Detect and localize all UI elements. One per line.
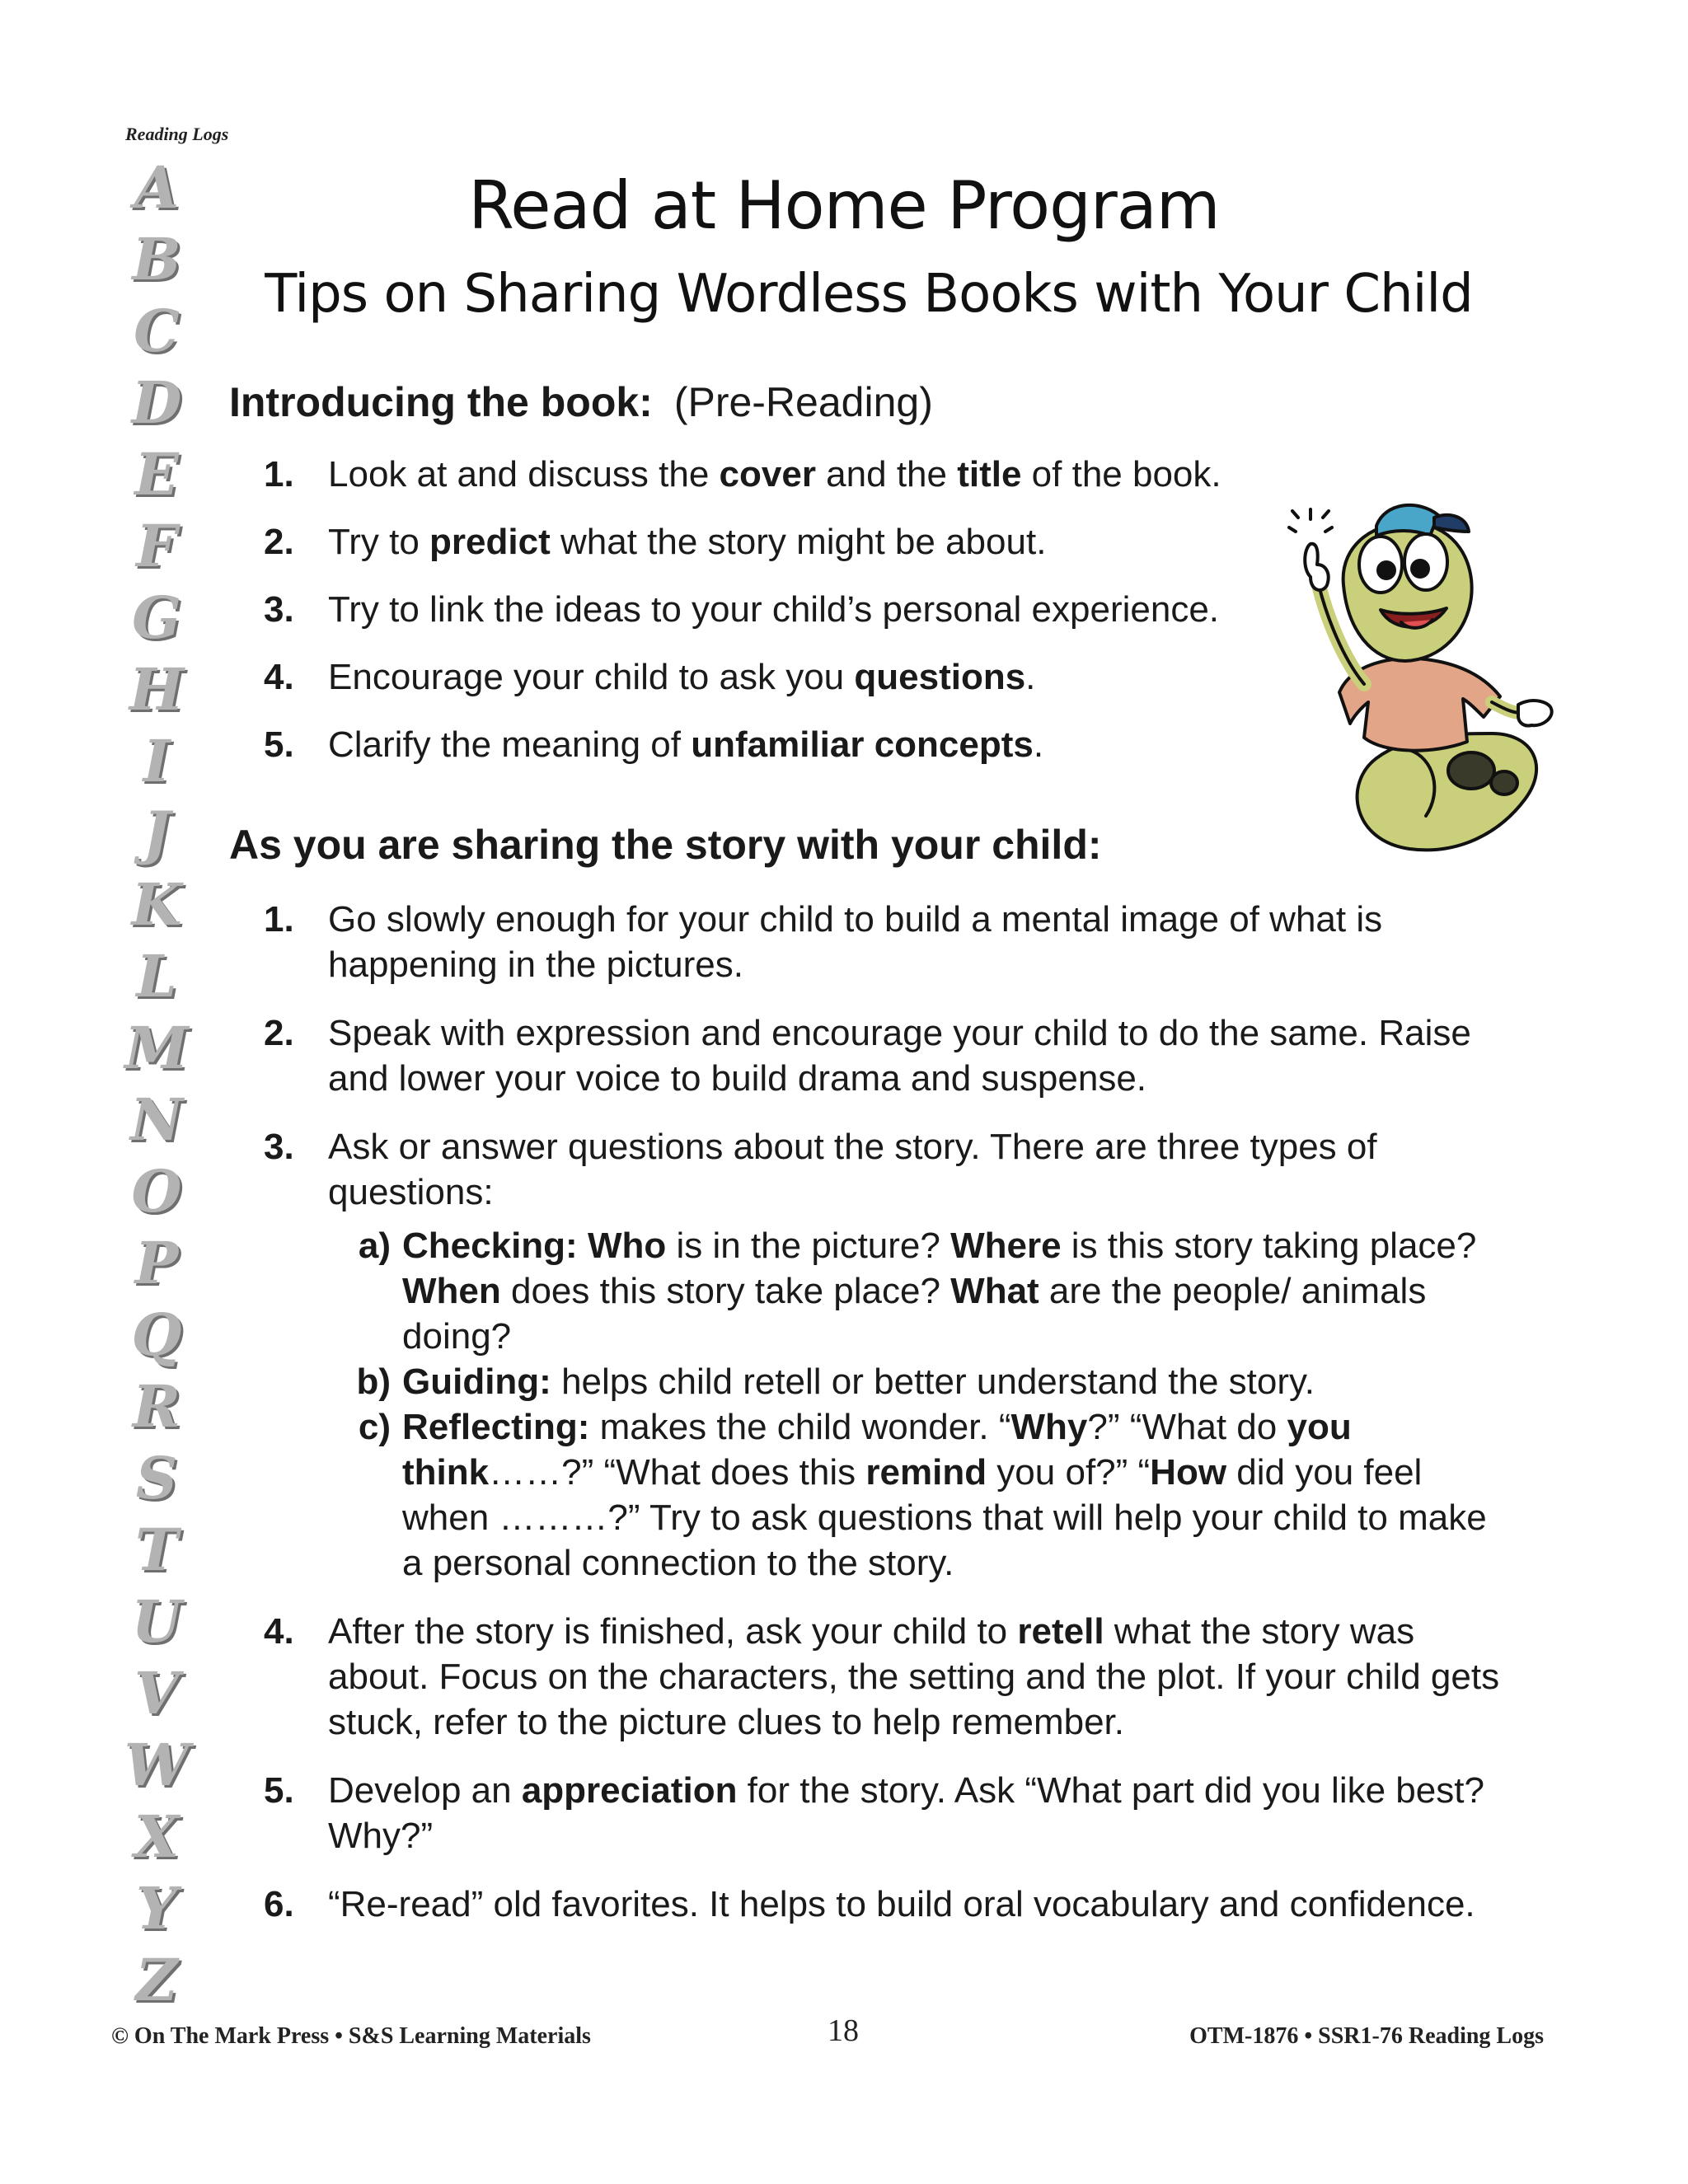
- list-item: [264, 1882, 1517, 1927]
- alphabet-letter: F: [136, 512, 177, 580]
- alphabet-letter: A: [134, 153, 180, 222]
- item-text: for the story. Ask “What part did you like best? Why?”: [328, 1770, 1484, 1856]
- item-text: Look at and discuss the: [328, 454, 720, 494]
- sub-item-letter: a): [358, 1226, 391, 1266]
- sub-item-emphasis: remind: [865, 1452, 987, 1493]
- footer-publisher: © On The Mark Press • S&S Learning Materials: [111, 2023, 591, 2049]
- item-text: Develop an: [328, 1770, 522, 1811]
- alphabet-letter: D: [131, 368, 182, 437]
- alphabet-letter: Q: [131, 1301, 182, 1369]
- alphabet-letter: R: [132, 1372, 181, 1441]
- sub-item-label: Checking:: [402, 1226, 578, 1266]
- page-subtitle: Tips on Sharing Wordless Books with Your Child: [265, 264, 1473, 325]
- alphabet-letter: B: [132, 225, 181, 293]
- header-label: Reading Logs: [125, 124, 229, 144]
- sub-item-text: makes the child wonder. “: [589, 1407, 1011, 1447]
- section-heading-introducing: [229, 377, 933, 427]
- alphabet-letter: E: [134, 440, 179, 509]
- item-number: 5.: [264, 724, 294, 765]
- item-emphasis: predict: [429, 522, 551, 562]
- alphabet-letter: J: [143, 799, 171, 867]
- sub-item-text: are the people/ animals doing?: [402, 1271, 1427, 1357]
- item-text: After the story is finished, ask your child to: [328, 1611, 1018, 1652]
- list-item: [264, 1609, 1517, 1745]
- item-text: Ask or answer questions about the story. There are three types of questions:: [328, 1127, 1377, 1212]
- sub-list-item: [328, 1404, 1517, 1586]
- item-text: Speak with expression and encourage your child to do the same. Raise and lower your voice to build drama and suspense.: [328, 1013, 1471, 1099]
- introducing-list: [264, 452, 1327, 790]
- item-emphasis: retell: [1017, 1611, 1104, 1652]
- sub-item-emphasis: When: [402, 1271, 501, 1311]
- sub-item-letter: c): [358, 1407, 391, 1447]
- alphabet-letter: N: [130, 1085, 183, 1154]
- alphabet-letter: Z: [135, 1946, 178, 2014]
- item-text: Clarify the meaning of: [328, 724, 692, 765]
- item-number: 2.: [264, 522, 294, 562]
- item-text: .: [1033, 724, 1044, 765]
- alphabet-letter: P: [134, 1229, 179, 1297]
- page-number: 18: [828, 2013, 859, 2048]
- item-text: .: [1025, 657, 1036, 697]
- alphabet-border: [124, 155, 190, 2026]
- item-emphasis: cover: [719, 454, 816, 494]
- sub-item-text: did you feel when ………?” Try to ask questions that will help your child to make a personal connection to the story.: [402, 1452, 1487, 1583]
- sub-item-text: you of?” “: [987, 1452, 1151, 1493]
- alphabet-letter: M: [124, 1014, 189, 1082]
- section-heading-text: Introducing the book:: [229, 379, 653, 425]
- list-item: [264, 722, 1327, 767]
- list-item: [264, 1768, 1517, 1858]
- sub-item-emphasis: Why: [1010, 1407, 1088, 1447]
- sub-item-emphasis: How: [1150, 1452, 1227, 1493]
- alphabet-letter: S: [135, 1444, 178, 1512]
- item-number: 3.: [264, 1127, 294, 1167]
- sub-item-text: ……?” “What does this: [489, 1452, 866, 1493]
- alphabet-letter: W: [124, 1731, 190, 1799]
- item-text: Encourage your child to ask you: [328, 657, 855, 697]
- item-text: Go slowly enough for your child to build a mental image of what is happening in the pictures.: [328, 899, 1383, 985]
- sub-list-item: [328, 1223, 1517, 1359]
- item-text: what the story was about. Focus on the characters, the setting and the plot. If your child gets stuck, refer to the picture clues to help remember.: [328, 1611, 1500, 1742]
- alphabet-letter: G: [132, 583, 181, 652]
- list-item: [264, 1010, 1517, 1101]
- sub-list-item: [328, 1359, 1517, 1404]
- item-text: of the book.: [1021, 454, 1221, 494]
- list-item: [264, 1124, 1517, 1586]
- list-item: [264, 587, 1327, 632]
- bookworm-mascot-illustration: [1286, 486, 1558, 865]
- alphabet-letter: U: [131, 1587, 182, 1656]
- sub-item-text: is this story taking place?: [1061, 1226, 1477, 1266]
- list-item: [264, 654, 1327, 700]
- item-number: 4.: [264, 657, 294, 697]
- sub-item-letter: b): [356, 1361, 391, 1402]
- sub-item-emphasis: you think: [402, 1407, 1352, 1493]
- alphabet-letter: H: [129, 655, 185, 724]
- item-emphasis: questions: [854, 657, 1026, 697]
- item-emphasis: title: [957, 454, 1022, 494]
- list-item: [264, 897, 1517, 987]
- alphabet-letter: V: [134, 1659, 180, 1727]
- item-text: Try to: [328, 522, 430, 562]
- section-heading-sharing: As you are sharing the story with your child:: [229, 822, 1102, 868]
- sub-item-text: [578, 1226, 588, 1266]
- list-item: [264, 519, 1327, 565]
- item-number: 2.: [264, 1013, 294, 1053]
- alphabet-letter: X: [134, 1802, 180, 1871]
- alphabet-letter: C: [134, 297, 180, 365]
- alphabet-letter: Y: [136, 1874, 177, 1943]
- item-number: 5.: [264, 1770, 294, 1811]
- sub-item-text: ?” “What do: [1087, 1407, 1287, 1447]
- footer-product-code: OTM-1876 • SSR1-76 Reading Logs: [1189, 2023, 1544, 2049]
- list-item: [264, 452, 1327, 497]
- item-number: 1.: [264, 454, 294, 494]
- alphabet-letter: I: [143, 727, 171, 795]
- sub-item-text: is in the picture?: [666, 1226, 951, 1266]
- sub-item-emphasis: Where: [950, 1226, 1062, 1266]
- item-text: “Re-read” old favorites. It helps to build oral vocabulary and confidence.: [328, 1884, 1475, 1924]
- sub-item-text: helps child retell or better understand the story.: [551, 1361, 1315, 1402]
- page-title: Read at Home Program: [468, 167, 1220, 244]
- item-emphasis: unfamiliar concepts: [691, 724, 1034, 765]
- item-number: 6.: [264, 1884, 294, 1924]
- item-text: Try to link the ideas to your child’s personal experience.: [328, 589, 1220, 630]
- alphabet-letter: L: [136, 942, 177, 1010]
- item-text: what the story might be about.: [550, 522, 1047, 562]
- question-types-list: [328, 1223, 1517, 1586]
- section-heading-note: (Pre-Reading): [673, 379, 933, 425]
- item-number: 3.: [264, 589, 294, 630]
- item-number: 1.: [264, 899, 294, 940]
- sub-item-label: Reflecting:: [402, 1407, 590, 1447]
- sub-item-label: Guiding:: [402, 1361, 551, 1402]
- sub-item-text: does this story take place?: [500, 1271, 951, 1311]
- sub-item-emphasis: Who: [587, 1226, 667, 1266]
- alphabet-letter: K: [131, 870, 182, 939]
- alphabet-letter: O: [131, 1157, 182, 1226]
- item-emphasis: appreciation: [521, 1770, 738, 1811]
- sharing-list: [264, 897, 1517, 1950]
- item-number: 4.: [264, 1611, 294, 1652]
- sub-item-emphasis: What: [950, 1271, 1039, 1311]
- alphabet-letter: T: [134, 1516, 179, 1584]
- item-text: and the: [815, 454, 958, 494]
